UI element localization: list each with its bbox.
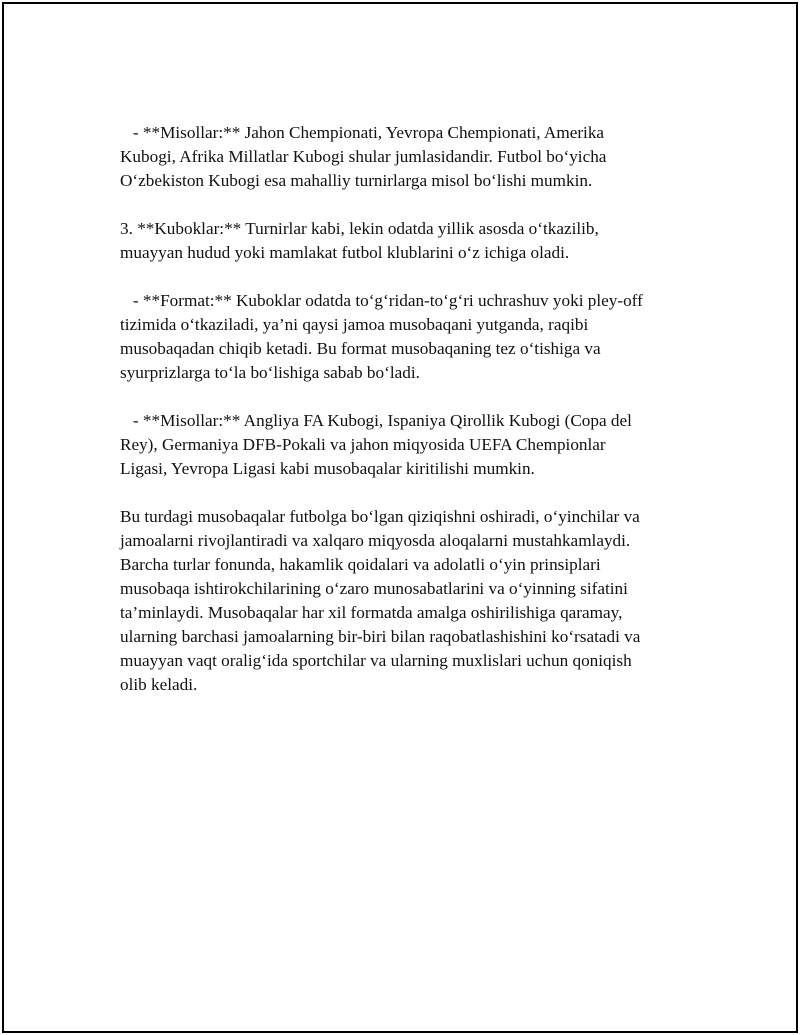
paragraph-cups-definition: 3. **Kuboklar:** Turnirlar kabi, lekin odatda yillik asosda o‘tkazilib, muayyan hudud yoki mamlakat futbol klublarini o‘z ichiga oladi. <box>120 219 599 262</box>
document-body <box>120 121 700 697</box>
paragraph-conclusion: Bu turdagi musobaqalar futbolga bo‘lgan qiziqishni oshiradi, o‘yinchilar va jamoalarni rivojlantiradi va xalqaro miqyosda aloqalarni mustahkamlaydi. Barcha turlar fonunda, hakamlik qoidalari va adolatli o‘yin prinsiplari musobaqa ishtirokchilarining o‘zaro munosabatlarini va o‘yinning sifatini ta’minlaydi. Musobaqalar har xil formatda amalga oshirilishiga qaramay, ularning barchasi jamoalarning bir-biri bilan raqobatlashishini ko‘rsatadi va muayyan vaqt oralig‘ida sportchilar va ularning muxlislari uchun qoniqish olib keladi. <box>120 507 641 694</box>
paragraph-tournament-examples: - **Misollar:** Jahon Chempionati, Yevropa Chempionati, Amerika Kubogi, Afrika Millatlar Kubogi shular jumlasidandir. Futbol bo‘yicha O‘zbekiston Kubogi esa mahalliy turnirlarga misol bo‘lishi mumkin. <box>120 123 607 190</box>
paragraph-cups-format: - **Format:** Kuboklar odatda to‘g‘ridan-to‘g‘ri uchrashuv yoki pley-off tizimida o‘tkaziladi, ya’ni qaysi jamoa musobaqani yutganda, raqibi musobaqadan chiqib ketadi. Bu format musobaqaning tez o‘tishiga va syurprizlarga to‘la bo‘lishiga sabab bo‘ladi. <box>120 291 643 382</box>
paragraph-cups-examples: - **Misollar:** Angliya FA Kubogi, Ispaniya Qirollik Kubogi (Copa del Rey), Germaniya DFB-Pokali va jahon miqyosida UEFA Chempionlar Ligasi, Yevropa Ligasi kabi musobaqalar kiritilishi mumkin. <box>120 411 632 478</box>
document-page <box>2 2 798 1033</box>
